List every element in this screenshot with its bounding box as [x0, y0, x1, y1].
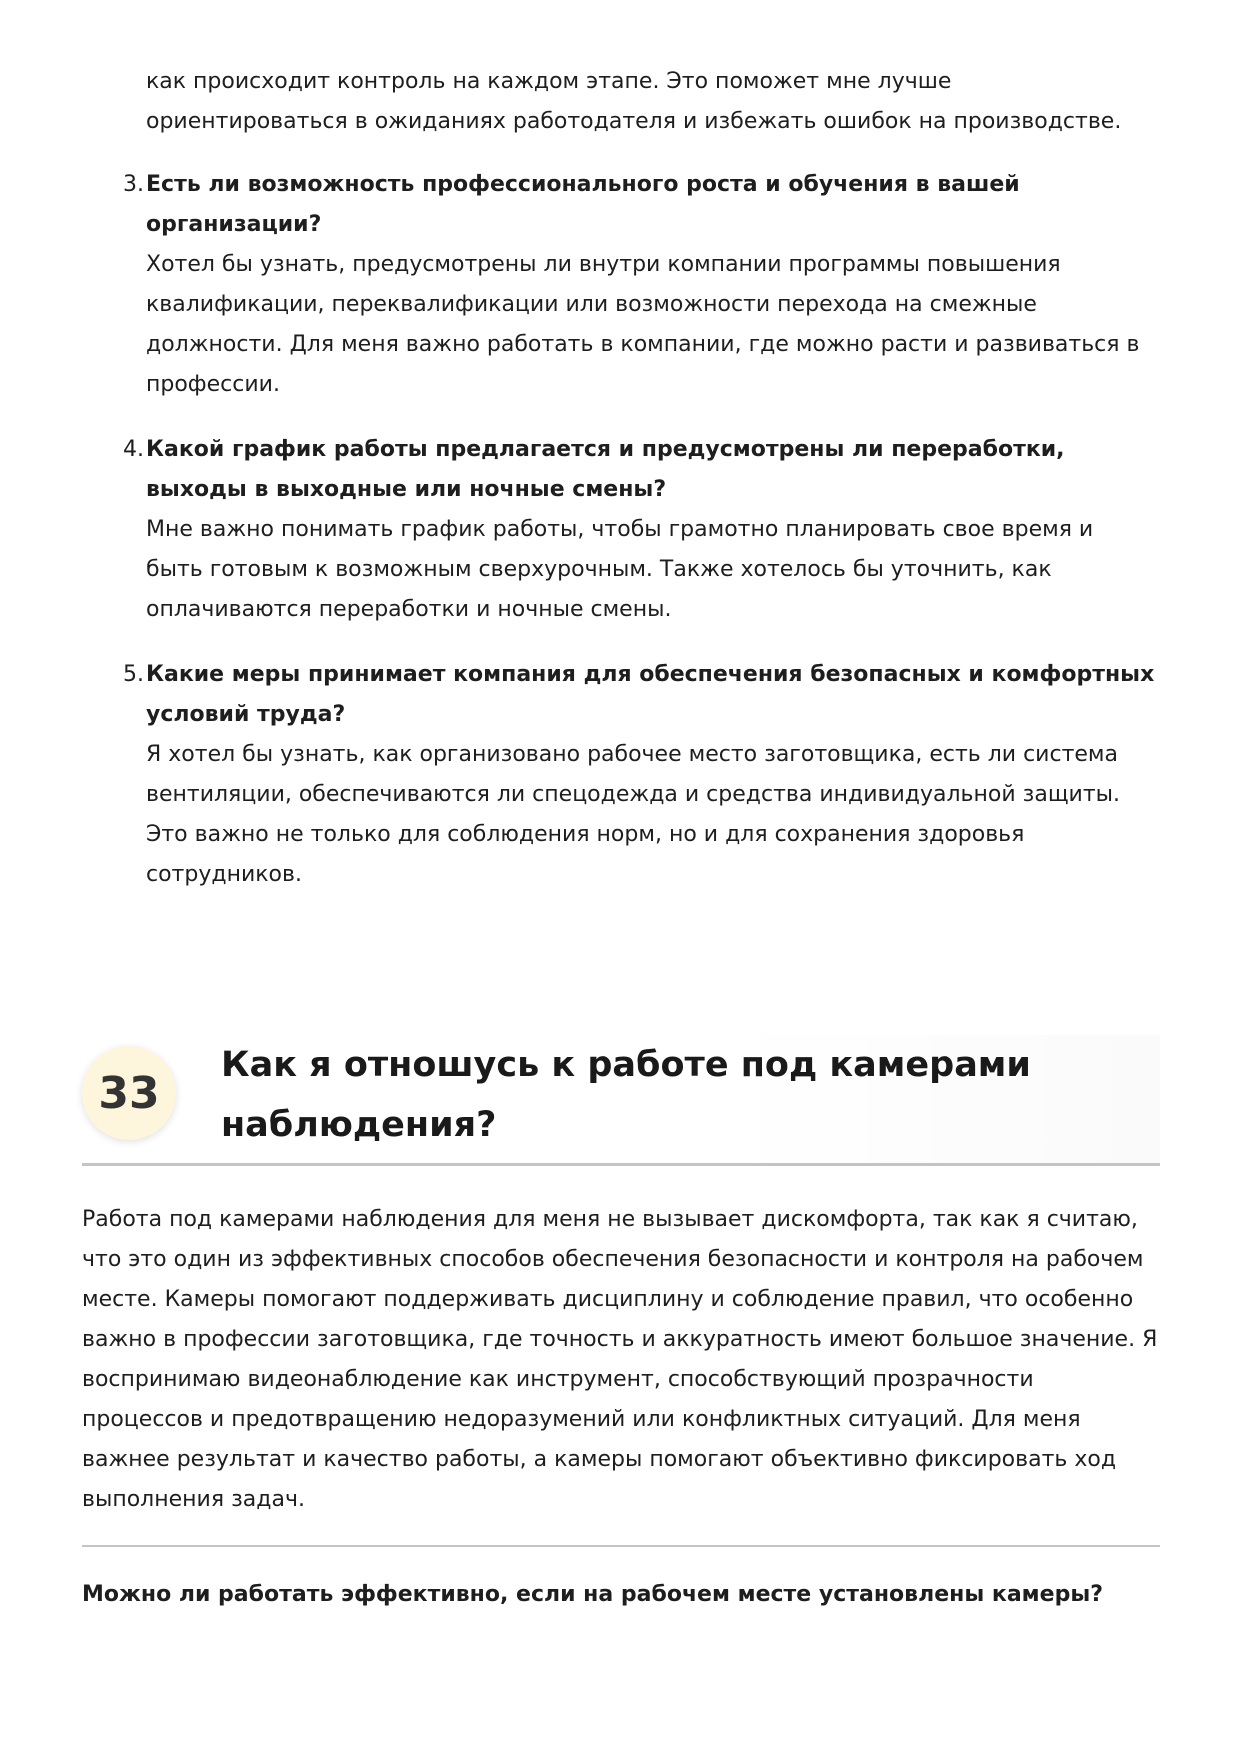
question-title: Есть ли возможность профессионального роста и обучения в вашей организации? [146, 172, 1020, 237]
section-title: Как я отношусь к работе под камерами наблюдения? [221, 1045, 1031, 1145]
question-item [123, 655, 1156, 895]
section-answer-paragraph: Работа под камерами наблюдения для меня не вызывает дискомфорта, так как я считаю, что это один из эффективных способов обеспечения безопасности и контроля на рабочем месте. Камеры помогают поддерживать дисциплину и соблюдение правил, что особенно важно в профессии заготовщика, где точность и аккуратность имеют большое значение. Я воспринимаю видеонаблюдение как инструмент, способствующий прозрачности процессов и предотвращению недоразумений или конфликтных ситуаций. Для меня важнее результат и качество работы, а камеры помогают объективно фиксировать ход выполнения задач. [82, 1207, 1158, 1512]
sub-question-heading: Можно ли работать эффективно, если на рабочем месте установлены камеры? [82, 1582, 1103, 1607]
question-title: Какой график работы предлагается и предусмотрены ли переработки, выходы в выходные или ночные смены? [146, 437, 1065, 502]
question-item [123, 430, 1156, 630]
question-body: Мне важно понимать график работы, чтобы грамотно планировать свое время и быть готовым к возможным сверхурочным. Также хотелось бы уточнить, как оплачиваются переработки и ночные смены. [146, 517, 1094, 622]
question-number: 4. [123, 437, 144, 462]
section-number-badge: 33 [82, 1046, 176, 1140]
section-header [82, 1035, 1160, 1166]
section-divider [82, 1545, 1160, 1547]
question-body: Хотел бы узнать, предусмотрены ли внутри компании программы повышения квалификации, переквалификации или возможности перехода на смежные должности. Для меня важно работать в компании, где можно расти и развиваться в профессии. [146, 252, 1140, 397]
question-number: 3. [123, 172, 144, 197]
question-item [123, 165, 1156, 405]
question-title: Какие меры принимает компания для обеспечения безопасных и комфортных условий труда? [146, 662, 1155, 727]
question-body: Я хотел бы узнать, как организовано рабочее место заготовщика, есть ли система вентиляции, обеспечиваются ли спецодежда и средства индивидуальной защиты. Это важно не только для соблюдения норм, но и для сохранения здоровья сотрудников. [146, 742, 1121, 887]
intro-continuation-paragraph: как происходит контроль на каждом этапе. Это поможет мне лучше ориентироваться в ожиданиях работодателя и избежать ошибок на производстве. [146, 69, 1122, 134]
question-number: 5. [123, 662, 144, 687]
